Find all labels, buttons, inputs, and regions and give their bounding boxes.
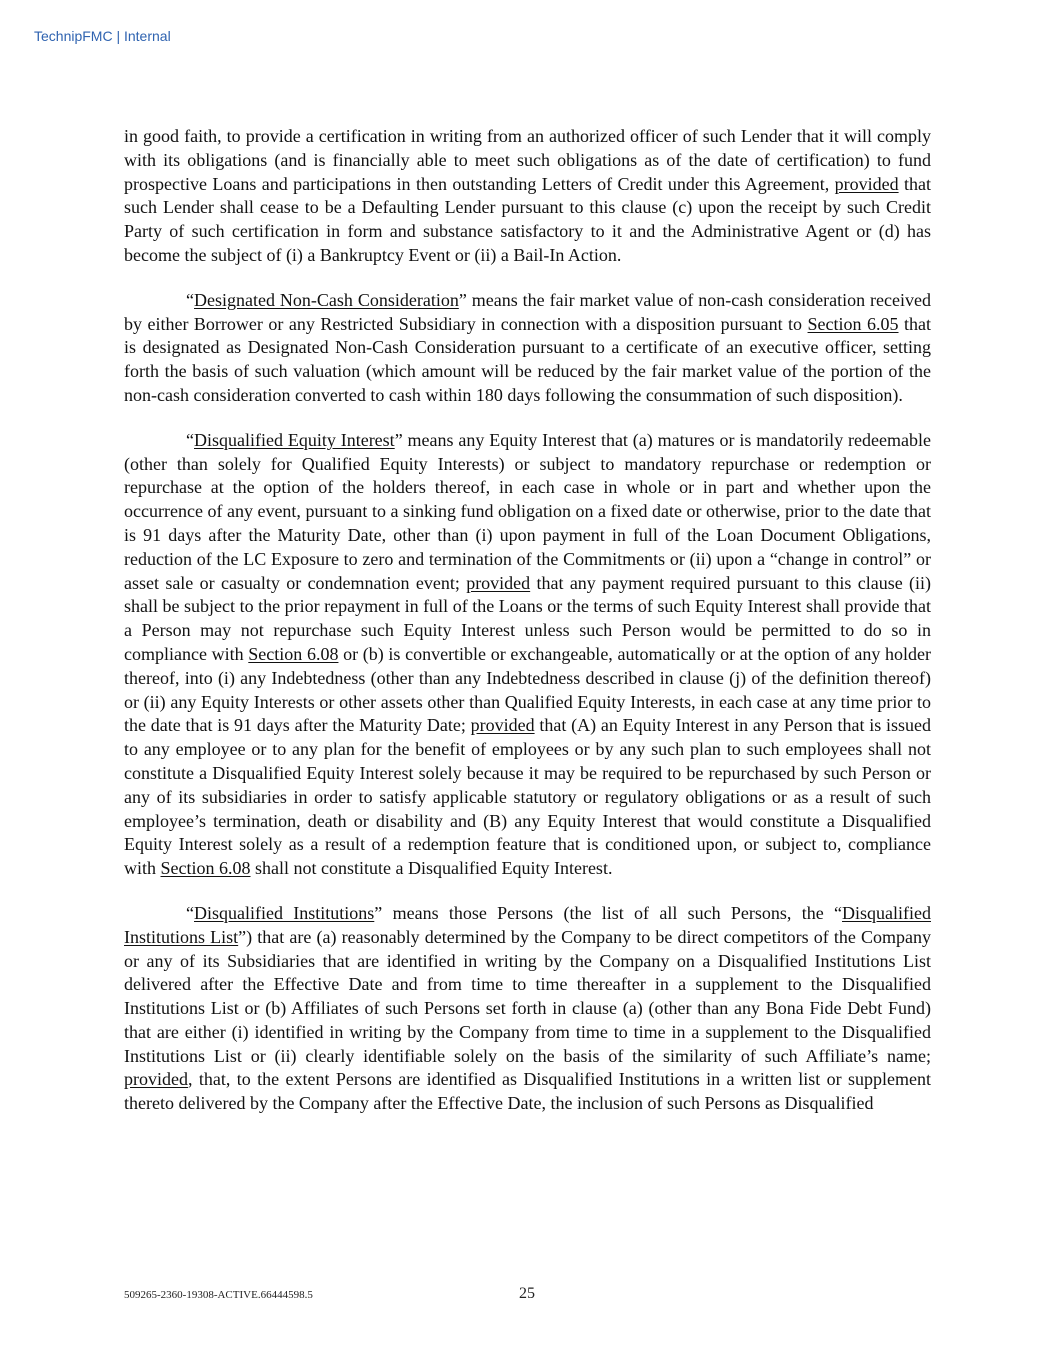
section-reference: Section 6.05 — [807, 313, 899, 334]
provided-term: provided — [466, 572, 531, 593]
provided-term: provided — [124, 1069, 188, 1090]
provided-term: provided — [470, 715, 535, 736]
section-reference: Section 6.08 — [160, 858, 251, 879]
document-id: 509265-2360-19308-ACTIVE.66444598.5 — [124, 1289, 313, 1301]
definition-disqualified-equity-interest: “Disqualified Equity Interest” means any Equity Interest that (a) matures or is mandatorily redeemable (other than solely for Qualified Equity Interests) or subject to mandatory repurchase or redemption or repurchase at the option of the holders thereof, in each case in whole or in part and whether upon the occurrence of any event, pursuant to a sinking fund obligation on a fixed date or otherwise, prior to the date that is 91 days after the Maturity Date, other than (i) upon payment in full of the Loan Document Obligations, reduction of the LC Exposure to zero and termination of the Commitments or (ii) upon a “change in control” or asset sale or casualty or condemnation event; provided that any payment required pursuant to this clause (ii) shall be subject to the prior repayment in full of the Loans or the terms of such Equity Interest shall provide that a Person may not repurchase such Equity Interest unless such Person would be permitted to do so in compliance with Section 6.08 or (b) is convertible or exchangeable, automatically or at the option of any holder thereof, into (i) any Indebtedness (other than any Indebtedness described in clause (j) of the definition thereof) or (ii) any Equity Interests or other assets other than Qualified Equity Interests, in each case at any time prior to the date that is 91 days after the Maturity Date; provided that (A) an Equity Interest in any Person that is issued to any employee or to any plan for the benefit of employees or by any such plan to such employees shall not constitute a Disqualified Equity Interest solely because it may be required to be repurchased by such Person or any of its subsidiaries in order to satisfy applicable statutory or regulatory obligations or as a result of such employee’s termination, death or disability and (B) any Equity Interest that would constitute a Disqualified Equity Interest solely as a result of a redemption feature that is conditioned upon, or subject to, compliance with Section 6.08 shall not constitute a Disqualified Equity Interest. — [124, 429, 932, 879]
classification-label: TechnipFMC | Internal — [34, 28, 171, 44]
section-reference: Section 6.08 — [248, 643, 339, 664]
document-body — [124, 125, 931, 1137]
defined-term: Disqualified Institutions List — [124, 902, 931, 947]
definition-disqualified-institutions: “Disqualified Institutions” means those Persons (the list of all such Persons, the “Disqualified Institutions List”) that are (a) reasonably determined by the Company to be direct competitors of the Company or any of its Subsidiaries that are identified in writing by the Company on a Disqualified Institutions List delivered after the Effective Date and from time to time thereafter in a supplement to the Disqualified Institutions List or (b) Affiliates of such Persons set forth in clause (a) (other than any Bona Fide Debt Fund) that are either (i) identified in writing by the Company from time to time in a supplement to the Disqualified Institutions List or (ii) clearly identifiable solely on the basis of the similarity of such Affiliate’s name; provided, that, to the extent Persons are identified as Disqualified Institutions in a written list or supplement thereto delivered by the Company after the Effective Date, the inclusion of such Persons as Disqualified — [124, 902, 931, 1114]
defined-term: Designated Non-Cash Consideration — [194, 289, 459, 310]
paragraph-defaulting-lender-continued: in good faith, to provide a certification in writing from an authorized officer of such Lender that it will comply with its obligations (and is financially able to meet such obligations as of the date of certification) to fund prospective Loans and participations in then outstanding Letters of Credit under this Agreement, provided that such Lender shall cease to be a Defaulting Lender pursuant to this clause (c) upon the receipt by such Credit Party of such certification in form and substance satisfactory to it and the Administrative Agent or (d) has become the subject of (i) a Bankruptcy Event or (ii) a Bail-In Action. — [124, 126, 931, 265]
page-number: 25 — [519, 1285, 535, 1302]
defined-term: Disqualified Equity Interest — [194, 429, 395, 450]
defined-term: Disqualified Institutions — [194, 902, 375, 923]
provided-term: provided — [834, 173, 899, 194]
definition-designated-non-cash-consideration: “Designated Non-Cash Consideration” means the fair market value of non-cash consideration received by either Borrower or any Restricted Subsidiary in connection with a disposition pursuant to Section 6.05 that is designated as Designated Non-Cash Consideration pursuant to a certificate of an executive officer, setting forth the basis of such valuation (which amount will be reduced by the fair market value of the portion of the non-cash consideration converted to cash within 180 days following the consummation of such disposition). — [124, 289, 932, 405]
